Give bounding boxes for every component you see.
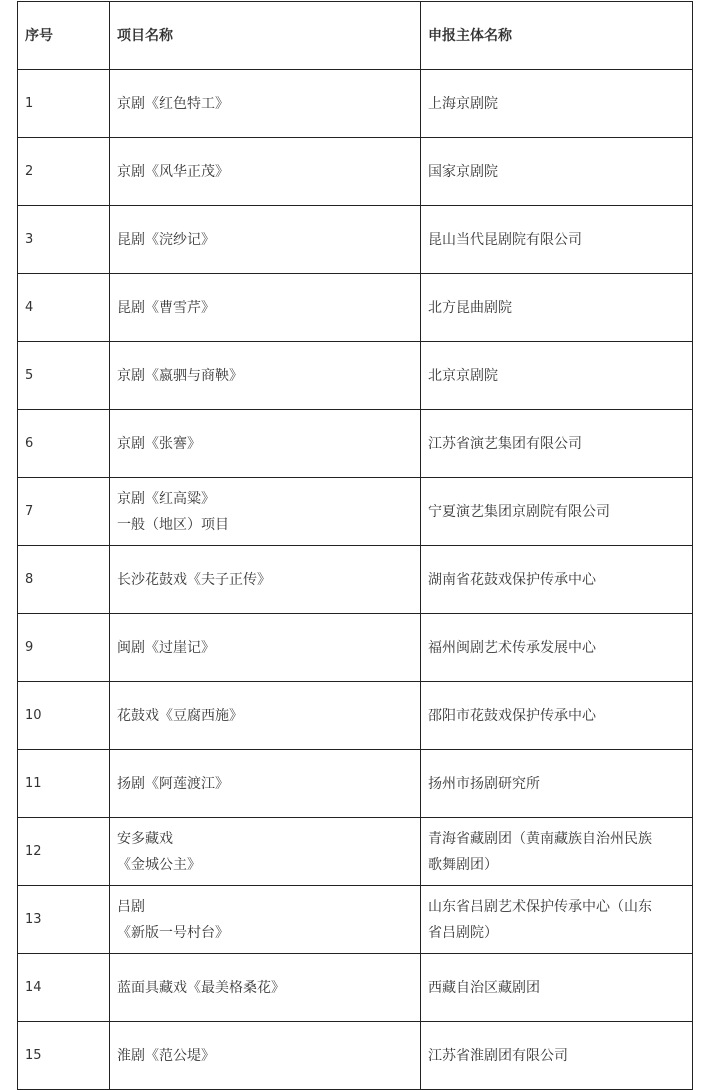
table-row bbox=[18, 478, 693, 546]
row-applicant-name bbox=[421, 1022, 693, 1090]
project-name-line: 京剧《风华正茂》 bbox=[117, 163, 229, 180]
table-body bbox=[18, 70, 693, 1090]
project-table bbox=[17, 1, 693, 1090]
row-project-name bbox=[110, 682, 421, 750]
project-name-line: 吕剧 bbox=[117, 898, 145, 915]
table-row bbox=[18, 206, 693, 274]
applicant-name-line: 江苏省淮剧团有限公司 bbox=[428, 1047, 568, 1064]
row-serial-number: 6 bbox=[18, 410, 110, 478]
project-name-line: 《新版一号村台》 bbox=[117, 924, 229, 941]
row-applicant-name bbox=[421, 818, 693, 886]
table-row bbox=[18, 818, 693, 886]
row-project-name bbox=[110, 410, 421, 478]
table-row bbox=[18, 682, 693, 750]
row-applicant-name bbox=[421, 274, 693, 342]
row-applicant-name bbox=[421, 342, 693, 410]
project-name-line: 京剧《红高粱》 bbox=[117, 490, 215, 507]
row-serial-number: 14 bbox=[18, 954, 110, 1022]
row-serial-number: 10 bbox=[18, 682, 110, 750]
row-applicant-name bbox=[421, 682, 693, 750]
table-row bbox=[18, 750, 693, 818]
row-serial-number: 5 bbox=[18, 342, 110, 410]
applicant-name-line: 上海京剧院 bbox=[428, 95, 498, 112]
row-serial-number: 13 bbox=[18, 886, 110, 954]
project-name-line: 京剧《张謇》 bbox=[117, 435, 201, 452]
row-project-name bbox=[110, 750, 421, 818]
applicant-name-line: 青海省藏剧团（黄南藏族自治州民族 bbox=[428, 830, 652, 847]
applicant-name-line: 省吕剧院） bbox=[428, 924, 498, 941]
row-applicant-name bbox=[421, 614, 693, 682]
table-row bbox=[18, 886, 693, 954]
row-project-name bbox=[110, 342, 421, 410]
row-serial-number: 4 bbox=[18, 274, 110, 342]
header-applicant-name: 申报主体名称 bbox=[421, 2, 693, 70]
table-header-row bbox=[18, 2, 693, 70]
applicant-name-line: 歌舞剧团） bbox=[428, 856, 498, 873]
project-table-container bbox=[17, 1, 692, 1090]
row-project-name bbox=[110, 954, 421, 1022]
table-row bbox=[18, 1022, 693, 1090]
applicant-name-line: 国家京剧院 bbox=[428, 163, 498, 180]
applicant-name-line: 北京京剧院 bbox=[428, 367, 498, 384]
row-serial-number: 12 bbox=[18, 818, 110, 886]
project-name-line: 淮剧《范公堤》 bbox=[117, 1047, 215, 1064]
applicant-name-line: 邵阳市花鼓戏保护传承中心 bbox=[428, 707, 596, 724]
table-row bbox=[18, 954, 693, 1022]
row-serial-number: 2 bbox=[18, 138, 110, 206]
applicant-name-line: 北方昆曲剧院 bbox=[428, 299, 512, 316]
row-project-name bbox=[110, 546, 421, 614]
table-row bbox=[18, 614, 693, 682]
row-project-name bbox=[110, 1022, 421, 1090]
applicant-name-line: 山东省吕剧艺术保护传承中心（山东 bbox=[428, 898, 652, 915]
header-project-name: 项目名称 bbox=[110, 2, 421, 70]
project-name-line: 长沙花鼓戏《夫子正传》 bbox=[117, 571, 271, 588]
table-row bbox=[18, 342, 693, 410]
row-project-name bbox=[110, 138, 421, 206]
project-name-line: 昆剧《浣纱记》 bbox=[117, 231, 215, 248]
applicant-name-line: 宁夏演艺集团京剧院有限公司 bbox=[428, 503, 610, 520]
project-name-line: 一般（地区）项目 bbox=[117, 516, 229, 533]
row-serial-number: 9 bbox=[18, 614, 110, 682]
row-applicant-name bbox=[421, 546, 693, 614]
applicant-name-line: 扬州市扬剧研究所 bbox=[428, 775, 540, 792]
applicant-name-line: 江苏省演艺集团有限公司 bbox=[428, 435, 582, 452]
table-row bbox=[18, 70, 693, 138]
project-name-line: 闽剧《过崖记》 bbox=[117, 639, 215, 656]
row-applicant-name bbox=[421, 954, 693, 1022]
row-serial-number: 15 bbox=[18, 1022, 110, 1090]
project-name-line: 京剧《红色特工》 bbox=[117, 95, 229, 112]
row-project-name bbox=[110, 478, 421, 546]
row-project-name bbox=[110, 886, 421, 954]
row-serial-number: 1 bbox=[18, 70, 110, 138]
applicant-name-line: 西藏自治区藏剧团 bbox=[428, 979, 540, 996]
row-applicant-name bbox=[421, 206, 693, 274]
row-project-name bbox=[110, 614, 421, 682]
table-row bbox=[18, 138, 693, 206]
row-applicant-name bbox=[421, 138, 693, 206]
table-row bbox=[18, 410, 693, 478]
row-applicant-name bbox=[421, 886, 693, 954]
header-serial-number: 序号 bbox=[18, 2, 110, 70]
table-row bbox=[18, 546, 693, 614]
row-applicant-name bbox=[421, 478, 693, 546]
applicant-name-line: 湖南省花鼓戏保护传承中心 bbox=[428, 571, 596, 588]
applicant-name-line: 福州闽剧艺术传承发展中心 bbox=[428, 639, 596, 656]
row-applicant-name bbox=[421, 750, 693, 818]
row-applicant-name bbox=[421, 70, 693, 138]
project-name-line: 京剧《嬴驷与商鞅》 bbox=[117, 367, 243, 384]
row-project-name bbox=[110, 818, 421, 886]
row-project-name bbox=[110, 206, 421, 274]
row-serial-number: 7 bbox=[18, 478, 110, 546]
row-serial-number: 8 bbox=[18, 546, 110, 614]
applicant-name-line: 昆山当代昆剧院有限公司 bbox=[428, 231, 582, 248]
project-name-line: 花鼓戏《豆腐西施》 bbox=[117, 707, 243, 724]
row-project-name bbox=[110, 70, 421, 138]
row-project-name bbox=[110, 274, 421, 342]
table-row bbox=[18, 274, 693, 342]
project-name-line: 扬剧《阿莲渡江》 bbox=[117, 775, 229, 792]
row-serial-number: 11 bbox=[18, 750, 110, 818]
project-name-line: 蓝面具藏戏《最美格桑花》 bbox=[117, 979, 285, 996]
project-name-line: 安多藏戏 bbox=[117, 830, 173, 847]
project-name-line: 《金城公主》 bbox=[117, 856, 201, 873]
row-applicant-name bbox=[421, 410, 693, 478]
project-name-line: 昆剧《曹雪芹》 bbox=[117, 299, 215, 316]
row-serial-number: 3 bbox=[18, 206, 110, 274]
